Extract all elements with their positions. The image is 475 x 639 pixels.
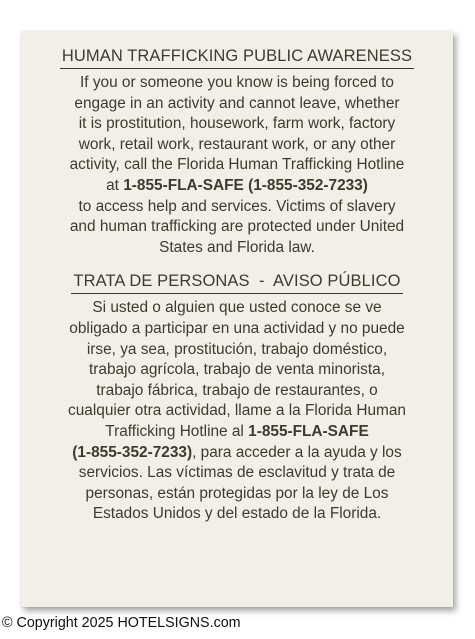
spanish-line: irse, ya sea, prostitución, trabajo doméstico, <box>86 340 388 358</box>
spanish-line: trabajo agrícola, trabajo de venta minorista, <box>88 361 385 379</box>
sign-panel <box>21 31 453 607</box>
spanish-line: obligado a participar en una actividad y no puede <box>69 319 405 337</box>
spanish-hotline-prefix: Trafficking Hotline al <box>105 422 249 440</box>
english-paragraph <box>41 73 433 258</box>
spanish-line: Estados Unidos y del estado de la Florida. <box>92 505 382 523</box>
english-line: If you or someone you know is being forced to <box>80 74 394 91</box>
spanish-hotline-suffix: , para acceder a la ayuda y los <box>192 443 402 461</box>
spanish-line: Si usted o alguien que usted conoce se ve <box>92 299 382 317</box>
spanish-hotline-name: 1-855-FLA-SAFE <box>248 422 369 440</box>
english-hotline-number: 1-855-FLA-SAFE (1-855-352-7233) <box>123 176 368 194</box>
spanish-section <box>41 271 433 294</box>
english-line: activity, call the Florida Human Trafficking Hotline <box>69 156 405 174</box>
spanish-line: servicios. Las víctimas de esclavitud y trata de <box>78 464 396 482</box>
english-hotline-line <box>41 176 433 197</box>
english-line: and human trafficking are protected under United <box>69 218 405 236</box>
spanish-paragraph <box>41 298 433 525</box>
spanish-hotline-number: (1-855-352-7233) <box>72 443 193 461</box>
english-line: it is prostitution, housework, farm work, factory <box>78 115 396 133</box>
english-line: to access help and services. Victims of slavery <box>78 197 396 215</box>
english-hotline-prefix: at <box>106 176 124 194</box>
spanish-line: cualquier otra actividad, llame a la Florida Human <box>68 402 406 420</box>
spanish-hotline-line <box>41 422 433 443</box>
copyright-notice: © Copyright 2025 HOTELSIGNS.com <box>2 615 241 631</box>
english-heading: HUMAN TRAFFICKING PUBLIC AWARENESS <box>60 46 414 69</box>
english-section <box>41 46 433 69</box>
english-line: engage in an activity and cannot leave, whether <box>74 94 400 112</box>
english-line: States and Florida law. <box>159 238 315 256</box>
english-line: work, retail work, restaurant work, or any other <box>78 135 396 153</box>
spanish-hotline-number-line <box>41 443 433 464</box>
spanish-line: trabajo fábrica, trabajo de restaurantes, o <box>96 381 378 399</box>
spanish-line: personas, están protegidas por la ley de Los <box>85 484 389 502</box>
spanish-heading: TRATA DE PERSONAS - AVISO PÚBLICO <box>71 271 402 294</box>
